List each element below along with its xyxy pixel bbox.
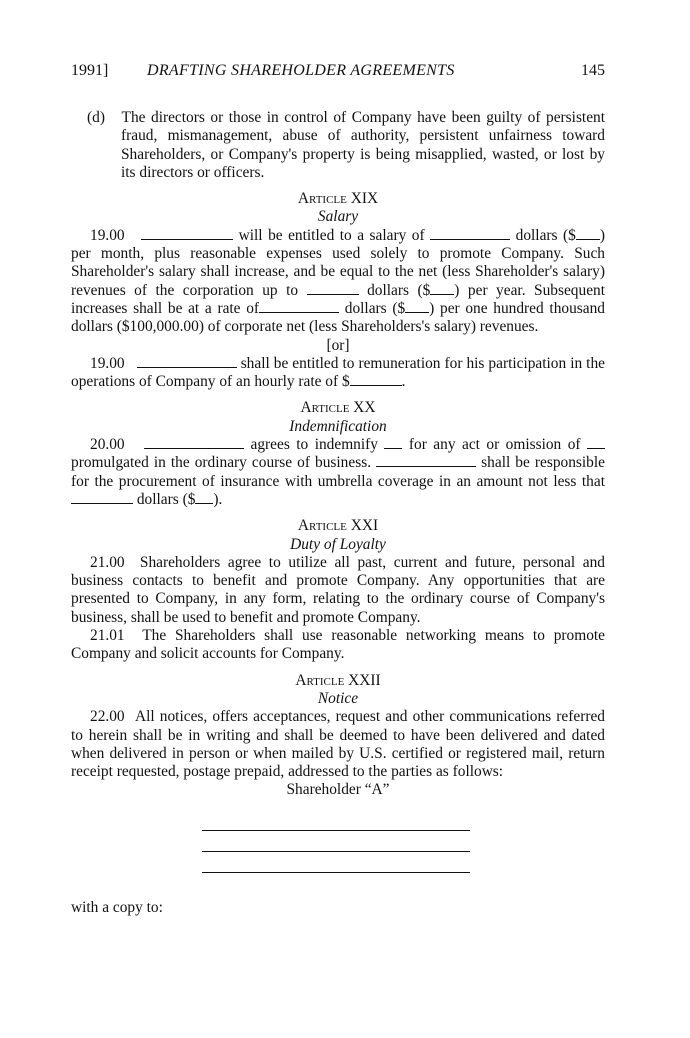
paragraph-text: will be entitled to a salary of [238, 226, 425, 244]
or-separator: [or] [326, 336, 350, 354]
item-d [71, 109, 605, 182]
document-page [71, 62, 605, 917]
blank-field [350, 374, 402, 386]
shareholder-a-label: Shareholder “A” [286, 781, 390, 799]
paragraph-text: shall be entitled to remuneration for his participation in the operations of Company of an hourly rate of $ [71, 354, 605, 391]
article-subheading: Salary [317, 208, 359, 226]
paragraph-text: ) per month, plus reasonable expenses used solely to promote Company. Such Shareholder's salary shall increase, and be equal to the net (less Shareholder's salary) revenues of the corporation up to [71, 226, 605, 299]
item-d-text: The directors or those in control of Company have been guilty of persistent fraud, mismanagement, abuse of authority, persistent unfairness toward Shareholders, or Company's property is being misapplied, wasted, or lost by its directors or officers. [121, 109, 606, 181]
article-subheading: Indemnification [289, 417, 387, 435]
section-number: 20.00 [90, 436, 125, 454]
article-heading: Article XXII [295, 671, 381, 689]
paragraph-text: ) per one hundred thousand dollars ($100,000.00) of corporate net (less Shareholders's salary) revenues. [71, 299, 605, 336]
paragraph-text: The Shareholders shall use reasonable networking means to promote Company and solicit accounts for Company. [71, 627, 605, 663]
address-lines [202, 810, 470, 873]
paragraph-21-01 [71, 627, 605, 664]
paragraph-19-00-a [71, 227, 605, 337]
blank-field [141, 228, 233, 240]
article-heading: Article XXI [297, 517, 379, 535]
blank-field [307, 283, 359, 295]
item-d-label: (d) [87, 109, 105, 126]
paragraph-text: ) per year. Subsequent increases shall be at a rate of [71, 281, 605, 317]
blank-field [137, 356, 237, 368]
blank-field [259, 301, 339, 313]
paragraph-text: shall be responsible for the procurement of insurance with umbrella coverage in an amount not less that [71, 454, 605, 490]
blank-field [144, 437, 244, 449]
header-title: DRAFTING SHAREHOLDER AGREEMENTS [147, 62, 455, 79]
paragraph-text: dollars ($ [344, 299, 406, 317]
blank-field [587, 437, 605, 449]
paragraph-text: dollars ($ [136, 490, 196, 508]
article-subheading: Notice [317, 689, 359, 707]
section-number: 22.00 [90, 708, 125, 726]
paragraph-text: dollars ($ [515, 226, 576, 244]
article-heading: Article XX [300, 399, 376, 417]
article-heading: Article XIX [297, 190, 379, 208]
page-number: 145 [581, 62, 605, 79]
paragraph-22-00 [71, 708, 605, 781]
blank-field [376, 455, 476, 467]
article-subheading: Duty of Loyalty [290, 535, 386, 553]
paragraph-text: All notices, offers acceptances, request and other communications referred to herein shall be in writing and shall be deemed to have been delivered and dated when delivered in person or when mailed by U.S. certified or registered mail, return receipt requested, postage prepaid, addressed to the parties as follows: [71, 708, 605, 781]
paragraph-21-00 [71, 554, 605, 627]
section-number: 21.01 [90, 627, 125, 645]
header-year: 1991] [71, 62, 109, 79]
blank-field [430, 283, 454, 295]
paragraph-text: promulgated in the ordinary course of business. [71, 454, 372, 472]
address-line [202, 852, 470, 873]
paragraph-text: Shareholders agree to utilize all past, current and future, personal and business contacts to benefit and promote Company. Any opportunities that are presented to Company, in any form, relating to the ordinary course of Company's business, shall be used to benefit and promote Company. [71, 553, 605, 626]
paragraph-text: . [401, 373, 406, 391]
running-header [71, 62, 605, 82]
paragraph-text: dollars ($ [367, 281, 431, 299]
section-number: 19.00 [90, 226, 125, 244]
paragraph-text: for any act or omission of [408, 436, 581, 454]
blank-field [405, 301, 429, 313]
paragraph-19-00-b [71, 355, 605, 392]
paragraph-text: ). [213, 490, 223, 508]
blank-field [71, 492, 133, 504]
address-line [202, 810, 470, 831]
section-number: 19.00 [90, 354, 125, 372]
blank-field [576, 228, 600, 240]
copy-to-label: with a copy to: [71, 898, 163, 916]
address-line [202, 831, 470, 852]
blank-field [430, 228, 510, 240]
blank-field [384, 437, 402, 449]
blank-field [195, 492, 213, 504]
paragraph-text: agrees to indemnify [250, 436, 378, 454]
paragraph-20-00 [71, 436, 605, 509]
section-number: 21.00 [90, 553, 125, 571]
